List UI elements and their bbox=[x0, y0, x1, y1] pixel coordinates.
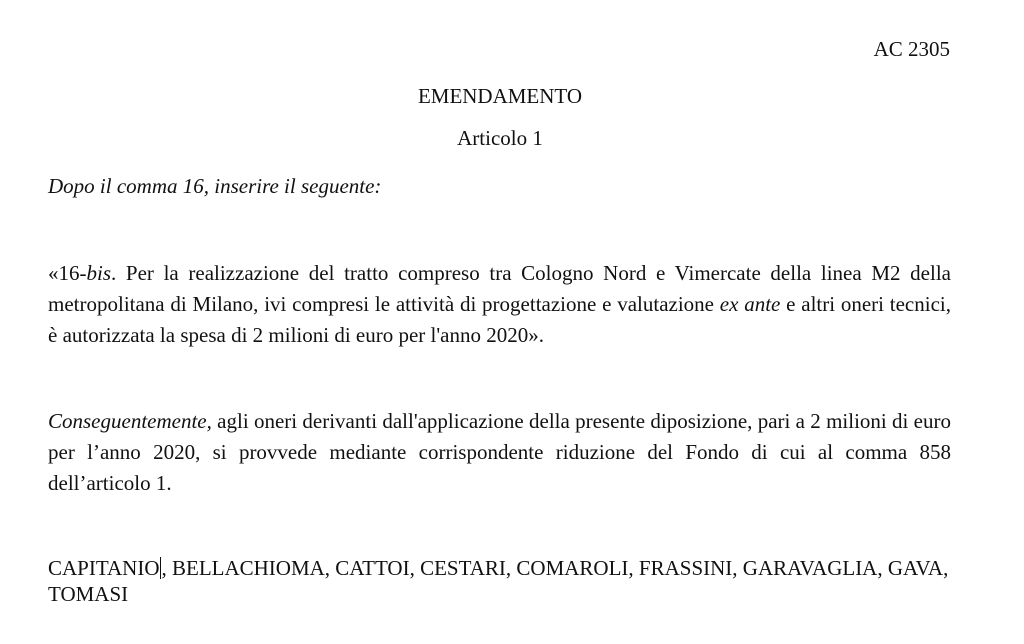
amendment-paragraph bbox=[48, 258, 951, 351]
conseguentemente-term: Conseguentemente, bbox=[48, 409, 212, 433]
other-signatories: , BELLACHIOMA, CATTOI, CESTARI, COMAROLI, FRASSINI, GARAVAGLIA, GAVA, TOMASI bbox=[48, 556, 949, 606]
first-signatory: CAPITANIO bbox=[48, 556, 160, 580]
funding-paragraph-text: agli oneri derivanti dall'applicazione della presente diposizione, pari a 2 milioni di euro per l’anno 2020, si provvede mediante corrispondente riduzione del Fondo di cui al comma 858 dell’articolo 1. bbox=[48, 409, 951, 495]
document-code: AC 2305 bbox=[873, 37, 950, 61]
ex-ante-term: ex ante bbox=[719, 292, 781, 316]
amendment-instruction: Dopo il comma 16, inserire il seguente: bbox=[48, 174, 382, 198]
document-title: EMENDAMENTO bbox=[417, 84, 583, 108]
paragraph-text-part-2: e altri oneri tecnici, è autorizzata la spesa di 2 milioni di euro per l'anno 2020». bbox=[48, 292, 951, 347]
paragraph-text-part-1: . Per la realizzazione del tratto compreso tra Cologno Nord e Vimercate della linea M2 della metropolitana di Milano, ivi compresi le attività di progettazione e valutazione bbox=[48, 261, 951, 316]
bis-term: bis bbox=[86, 261, 112, 285]
paragraph-open-quote: «16- bbox=[48, 261, 87, 285]
signatories-list bbox=[48, 555, 958, 607]
funding-paragraph bbox=[48, 406, 951, 499]
article-heading: Articolo 1 bbox=[457, 126, 543, 150]
